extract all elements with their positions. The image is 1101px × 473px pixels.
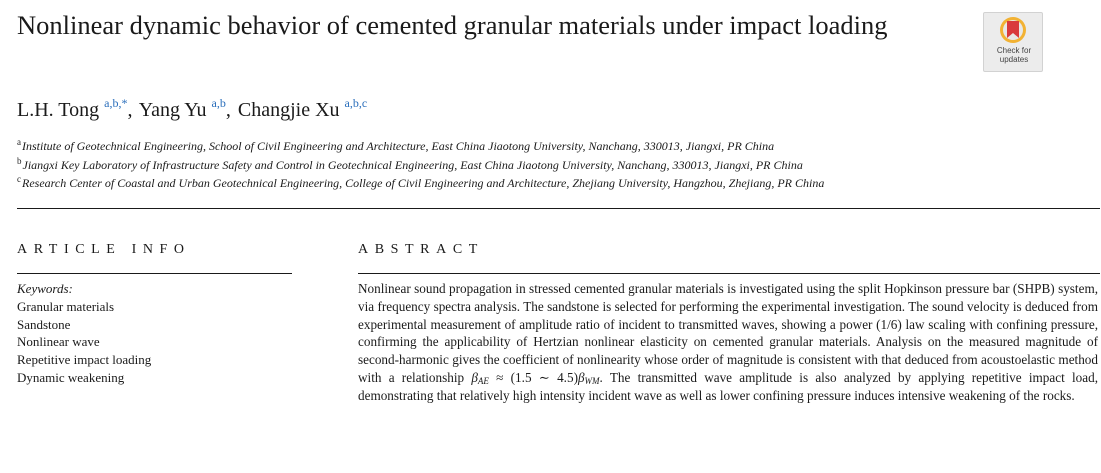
affiliation-b	[17, 156, 1017, 175]
author-name[interactable]: Changjie Xu	[237, 99, 340, 121]
affiliation-marker: a	[17, 137, 21, 147]
affiliation-text: Institute of Geotechnical Engineering, School of Civil Engineering and Architecture, East China Jiaotong University, Nanchang, 330013, Jiangxi, PR China	[22, 139, 775, 153]
author-list	[17, 96, 367, 124]
author-separator: ,	[127, 99, 133, 121]
paper-title: Nonlinear dynamic behavior of cemented granular materials under impact loading	[17, 10, 888, 40]
keyword-item: Granular materials	[17, 298, 115, 314]
beta-subscript-ae: AE	[477, 375, 489, 386]
affiliation-marker: b	[17, 155, 22, 166]
keyword-item: Repetitive impact loading	[17, 352, 152, 368]
affiliation-c	[17, 174, 1017, 193]
check-for-updates-badge[interactable]	[983, 12, 1043, 72]
affiliation-marker: c	[17, 174, 21, 184]
author-3[interactable]	[237, 96, 368, 121]
beta-symbol: β	[471, 369, 478, 385]
author-2[interactable]	[138, 96, 226, 121]
keyword-list	[17, 298, 297, 387]
abstract-text	[358, 280, 1098, 405]
beta-subscript-wm: WM	[584, 375, 600, 386]
check-for-updates-icon	[999, 16, 1027, 46]
keyword-item: Sandstone	[17, 316, 71, 332]
author-affiliation-link[interactable]: a,b	[211, 96, 226, 111]
article-info-divider	[17, 273, 292, 274]
author-name[interactable]: L.H. Tong	[17, 99, 100, 121]
abstract-relation: ≈ (1.5 ∼ 4.5)	[488, 369, 578, 385]
abstract-divider	[358, 273, 1100, 274]
affiliation-text: Jiangxi Key Laboratory of Infrastructure Safety and Control in Geotechnical Engineering, East China Jiaotong University, Nanchang, 330013, Jiangxi, PR China	[22, 157, 803, 172]
affiliation-a	[17, 137, 1017, 156]
abstract-body-end: . The transmitted wave amplitude is also analyzed by applying repetitive impact load, demonstrating that relatively high intensity incident wave as well as lower confining pressure induces intensive weakening of the rocks.	[358, 369, 1098, 403]
author-separator: ,	[225, 99, 231, 121]
keyword-item: Nonlinear wave	[17, 334, 100, 350]
author-affiliation-link[interactable]: a,b,*	[104, 96, 128, 111]
article-info-heading: ARTICLE INFO	[17, 242, 191, 257]
keywords-section	[17, 280, 297, 387]
keywords-label: Keywords:	[17, 281, 73, 296]
abstract-body: Nonlinear sound propagation in stressed cemented granular materials is investigated using the split Hopkinson pressure bar (SHPB) system, via frequency spectra analysis. The sandstone is selected for performing the experimental investigation. The sound velocity is deduced from experimental measurement of amplitude ratio of incident to transmitted waves, showing a power (1/6) law scaling with confining pressure, confirming the applicability of Hertzian nonlinear elasticity on cemented granular materials. Analysis on the measured magnitude of second-harmonic gives the coefficient of nonlinearity whose order of magnitude is consistent with that deduced from acoustoelastic method with a relationship	[358, 281, 1098, 385]
abstract-heading: ABSTRACT	[358, 242, 484, 257]
check-for-updates-line1: Check for	[996, 46, 1032, 55]
affiliation-list	[17, 137, 1017, 193]
author-name[interactable]: Yang Yu	[138, 99, 207, 121]
author-1[interactable]	[17, 96, 128, 121]
check-for-updates-line2: updates	[999, 55, 1029, 64]
keyword-item: Dynamic weakening	[17, 369, 125, 385]
beta-symbol: β	[577, 369, 585, 385]
affiliation-text: Research Center of Coastal and Urban Geotechnical Engineering, College of Civil Engineering and Architecture, Zhejiang University, Hangzhou, Zhejiang, PR China	[22, 176, 825, 190]
header-divider	[17, 208, 1100, 209]
author-affiliation-link[interactable]: a,b,c	[344, 96, 368, 111]
